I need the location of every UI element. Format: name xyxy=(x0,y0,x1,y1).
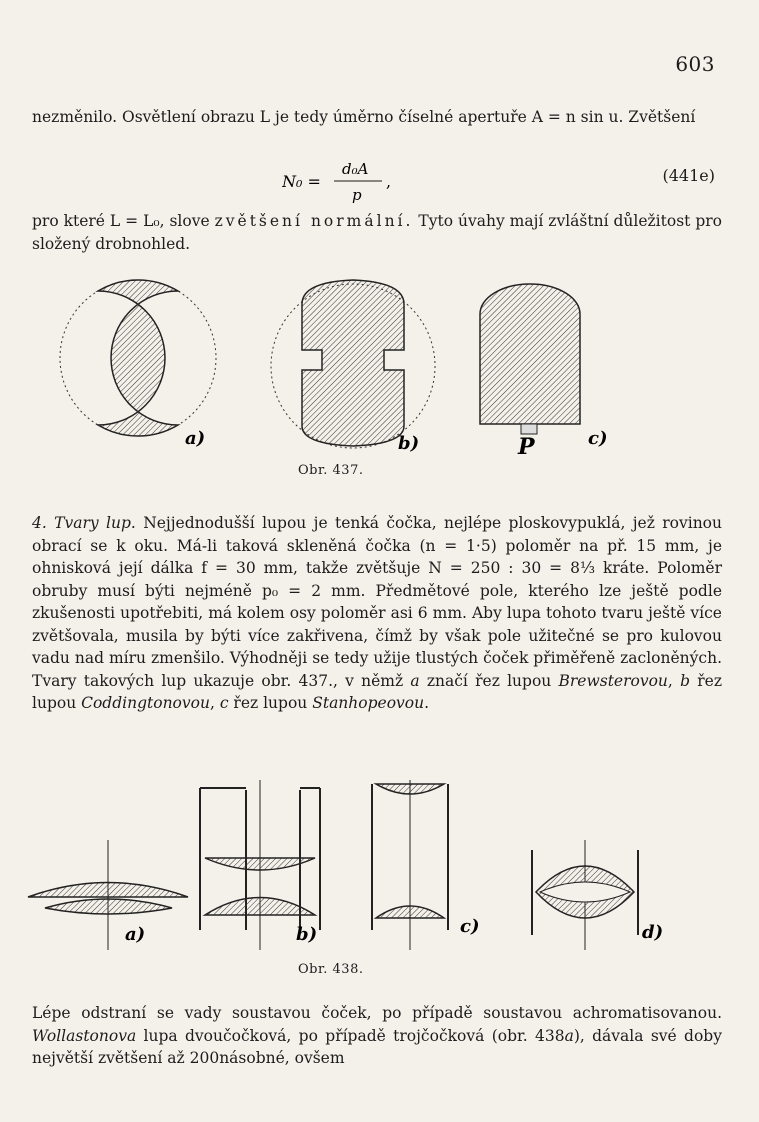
figure-437c-stanhope-lens xyxy=(480,284,580,434)
ref-b: b xyxy=(680,671,691,690)
label-438d: d) xyxy=(642,922,664,943)
label-438c: c) xyxy=(460,916,480,937)
label-437a: a) xyxy=(185,428,206,449)
page-number: 603 xyxy=(675,52,715,76)
text-span: . xyxy=(424,694,430,712)
name-wollaston: Wollastonova xyxy=(32,1026,137,1045)
text-span: Nejjednodušší lupou je tenká čočka, nejlépe ploskovypuklá, jež rovinou obrací se k oku. Má-li taková skleněná čočka (n = 1·5) poloměr na př. 15 mm, je ohnisková její dálka f = 30 mm, takže zvětšuje N = 250 : 30 = 8⅓ kráte. Poloměr obruby musí býti nejméně p₀ = 2 mm. Předmětové pole, kterého lze ještě podle zkušenosti upotřebiti, má kolem osy poloměr asi 6 mm. Aby lupa tohoto tvaru ještě více zvětšovala, musila by býti více zakřivena, čímž by však pole užitečné se pro kulovou vadu nad míru zmenšilo. Výhodněji se tedy užije tlustých čoček přiměřeně zacloněných. Tvary takových lup ukazuje obr. 437., v němž xyxy=(32,514,722,690)
formula-fraction xyxy=(282,158,452,204)
paragraph-lens-shapes xyxy=(32,512,722,715)
label-438a: a) xyxy=(125,924,146,945)
text-span: , xyxy=(667,671,681,690)
formula-tag: (441e) xyxy=(662,166,715,185)
label-437c: c) xyxy=(588,428,608,449)
formula-lhs: N₀ = xyxy=(282,172,321,191)
section-title: Tvary lup. xyxy=(54,514,136,532)
text-span: ), dávala své doby největší zvětšení až 200násobné, ovšem xyxy=(32,1026,722,1067)
text-span: Tyto úvahy mají zvláštní důležitost pro složený drobnohled. xyxy=(32,212,722,253)
caption-437: Obr. 437. xyxy=(298,463,364,478)
text-span: pro které L = L₀, slove xyxy=(32,212,215,230)
figure-437b-coddington-lens xyxy=(271,280,435,448)
text-span: řez lupou xyxy=(228,694,313,712)
formula-denominator: p xyxy=(352,186,362,204)
paragraph-achromatic xyxy=(32,1002,722,1070)
ref-a: a xyxy=(564,1026,574,1045)
figure-438a-doublet xyxy=(28,840,188,950)
text-span: značí řez lupou xyxy=(419,671,559,690)
figure-438d-triplet xyxy=(532,840,638,950)
label-438b: b) xyxy=(296,924,318,945)
paragraph-normal-magnification xyxy=(32,210,722,255)
text-span: lupa dvoučočková, po případě trojčočková (obr. 438 xyxy=(136,1026,565,1045)
formula-numerator: d₀A xyxy=(342,160,369,178)
label-437b: b) xyxy=(398,433,420,454)
section-number: 4. xyxy=(32,514,55,532)
ref-a: a xyxy=(410,671,420,690)
figure-438 xyxy=(20,780,680,950)
text-span: Lépe odstraní se vady soustavou čoček, po případě soustavou achromatisovanou. xyxy=(32,1004,722,1022)
text-spaced: zvětšení normální. xyxy=(214,212,414,230)
figure-437a-brewster-lens xyxy=(60,280,216,436)
label-437p: P xyxy=(518,434,535,460)
text-span: řez lupou xyxy=(32,671,722,712)
formula-trail: , xyxy=(386,172,392,191)
name-stanhope: Stanhopeovou xyxy=(312,694,425,712)
name-coddington: Coddingtonovou xyxy=(81,694,210,712)
formula-441e xyxy=(0,158,759,204)
paragraph-intro: nezměnilo. Osvětlení obrazu L je tedy úměrno číselné apertuře A = n sin u. Zvětšení xyxy=(32,108,696,126)
text-span: , xyxy=(209,694,220,712)
name-brewster: Brewsterovou xyxy=(558,671,668,690)
ref-c: c xyxy=(219,694,229,712)
figure-437 xyxy=(40,274,660,464)
figure-438c-tube-lens xyxy=(372,780,448,950)
caption-438: Obr. 438. xyxy=(298,962,364,977)
